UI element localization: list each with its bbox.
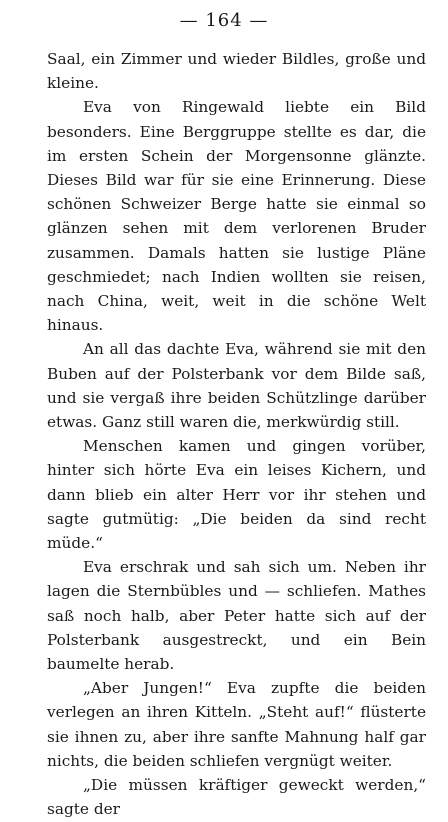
paragraph: „Die müssen kräftiger geweckt werden,“ sagte der	[47, 776, 426, 819]
paragraph: „Aber Jungen!“ Eva zupfte die beiden verlegen an ihren Kitteln. „Steht auf!“ flüsterte sie ihnen zu, aber ihre sanfte Mahnung half gar nichts, die beiden schliefen vergnügt weiter.	[47, 679, 426, 770]
paragraph: Menschen kamen und gingen vorüber, hinter sich hörte Eva ein leises Kichern, und dann blieb ein alter Herr vor ihr stehen und sagte gutmütig: „Die beiden da sind recht müde.“	[47, 437, 426, 553]
paragraph: An all das dachte Eva, während sie mit den Buben auf der Polsterbank vor dem Bilde saß, und sie vergaß ihre beiden Schützlinge darüber etwas. Ganz still waren die, merkwürdig still.	[47, 340, 426, 432]
page-number: — 164 —	[179, 10, 269, 31]
paragraph-continuation: Saal, ein Zimmer und wieder Bildles, große und kleine.	[47, 50, 426, 93]
body-text	[47, 47, 426, 822]
paragraph: Eva von Ringewald liebte ein Bild besonders. Eine Berggruppe stellte es dar, die im ersten Schein der Morgensonne glänzte. Dieses Bild war für sie eine Erinnerung. Diese schönen Schweizer Berge hatte sie einmal so glänzen sehen mit dem verlorenen Bruder zusammen. Damals hatten sie lustige Pläne geschmiedet; nach Indien wollten sie reisen, nach China, weit, weit in die schöne Welt hinaus.	[47, 98, 426, 335]
paragraph: Eva erschrak und sah sich um. Neben ihr lagen die Sternbübles und — schliefen. Mathes saß noch halb, aber Peter hatte sich auf der Polsterbank ausgestreckt, und ein Bein baumelte herab.	[47, 558, 426, 674]
